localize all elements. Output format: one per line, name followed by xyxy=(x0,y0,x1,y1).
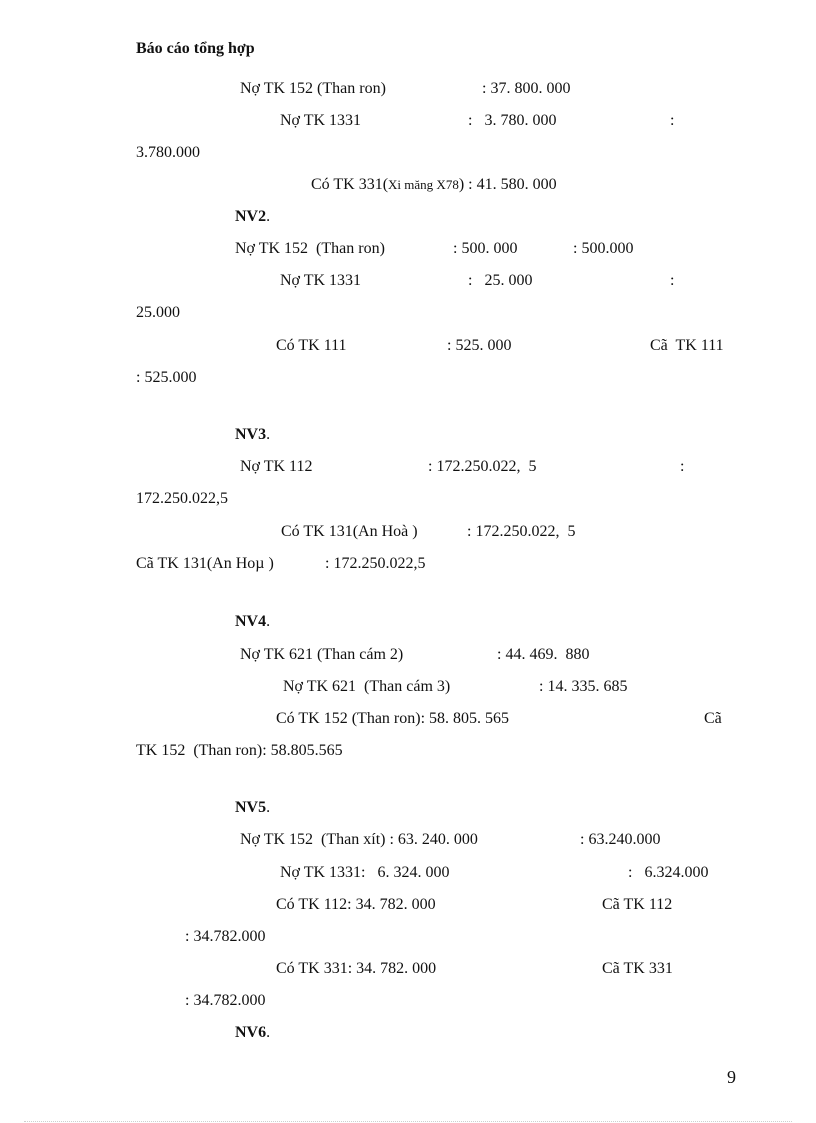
entry-amount: : 37. 800. 000 xyxy=(482,80,571,97)
page-title: Báo cáo tổng hợp xyxy=(136,40,255,57)
entry-credit-label: TK 152 (Than ron): 58.805.565 xyxy=(136,742,343,759)
entry-credit-detail: Xi măng X78 xyxy=(388,177,459,192)
entry-amount: : 525.000 xyxy=(136,369,197,386)
entry-debit-label: Nợ TK 152 (Than ron) xyxy=(240,80,386,97)
entry-amount: : 6.324.000 xyxy=(628,864,709,881)
entry-credit-line xyxy=(311,175,557,195)
entry-amount: : 500. 000 xyxy=(453,240,518,257)
entry-colon: : xyxy=(680,458,685,475)
entry-amount: : 172.250.022, 5 xyxy=(428,458,537,475)
entry-debit-label: Nợ TK 152 (Than ron) xyxy=(235,240,385,257)
section-heading-nv5: NV5. xyxy=(235,799,271,816)
section-heading-nv6: NV6. xyxy=(235,1024,271,1041)
page-number: 9 xyxy=(727,1067,736,1087)
entry-debit-label: Nợ TK 1331: 6. 324. 000 xyxy=(280,864,450,881)
entry-amount: : 34.782.000 xyxy=(185,992,266,1009)
section-heading-nv4: NV4. xyxy=(235,613,271,630)
entry-amount: : 525. 000 xyxy=(447,337,512,354)
entry-colon: : xyxy=(670,272,675,289)
entry-amount: : 25. 000 xyxy=(468,272,533,289)
entry-debit-label: Nợ TK 621 (Than cám 3) xyxy=(283,678,451,695)
entry-amount: : 172.250.022, 5 xyxy=(467,523,576,540)
entry-debit-label: Nợ TK 1331 xyxy=(280,112,362,129)
entry-credit-label: Cã TK 331 xyxy=(602,960,673,977)
entry-amount: : 3. 780. 000 xyxy=(468,112,557,129)
entry-amount: 25.000 xyxy=(136,304,180,321)
entry-amount: : 500.000 xyxy=(573,240,634,257)
entry-amount: : 63.240.000 xyxy=(580,831,661,848)
entry-credit-label: Cã TK 112 xyxy=(602,896,673,913)
section-heading-nv2: NV2. xyxy=(235,208,271,225)
entry-credit-label: Có TK 152 (Than ron): 58. 805. 565 xyxy=(276,710,510,727)
entry-amount: ) : 41. 580. 000 xyxy=(458,176,557,193)
entry-colon: : xyxy=(670,112,675,129)
entry-amount: : 172.250.022,5 xyxy=(325,555,426,572)
entry-amount: 172.250.022,5 xyxy=(136,490,228,507)
entry-debit-label: Nợ TK 112 xyxy=(240,458,313,475)
entry-amount: : 34.782.000 xyxy=(185,928,266,945)
entry-debit-label: Nợ TK 1331 xyxy=(280,272,362,289)
entry-credit-label: Cã xyxy=(704,710,722,727)
entry-credit-label: Có TK 111 xyxy=(276,337,347,354)
entry-credit-label: Có TK 331( xyxy=(311,176,389,193)
entry-amount: : 14. 335. 685 xyxy=(539,678,628,695)
section-heading-nv3: NV3. xyxy=(235,426,271,443)
entry-credit-label: Có TK 131(An Hoà ) xyxy=(281,523,418,540)
page-bottom-divider xyxy=(24,1121,792,1122)
entry-credit-label: Cã TK 111 xyxy=(650,337,724,354)
entry-credit-label: Có TK 112: 34. 782. 000 xyxy=(276,896,436,913)
entry-debit-label: Nợ TK 152 (Than xít) : 63. 240. 000 xyxy=(240,831,478,848)
entry-amount: : 44. 469. 880 xyxy=(497,646,590,663)
entry-amount: 3.780.000 xyxy=(136,144,200,161)
entry-credit-label: Cã TK 131(An Hoµ ) xyxy=(136,555,274,572)
entry-debit-label: Nợ TK 621 (Than cám 2) xyxy=(240,646,404,663)
entry-credit-label: Có TK 331: 34. 782. 000 xyxy=(276,960,437,977)
